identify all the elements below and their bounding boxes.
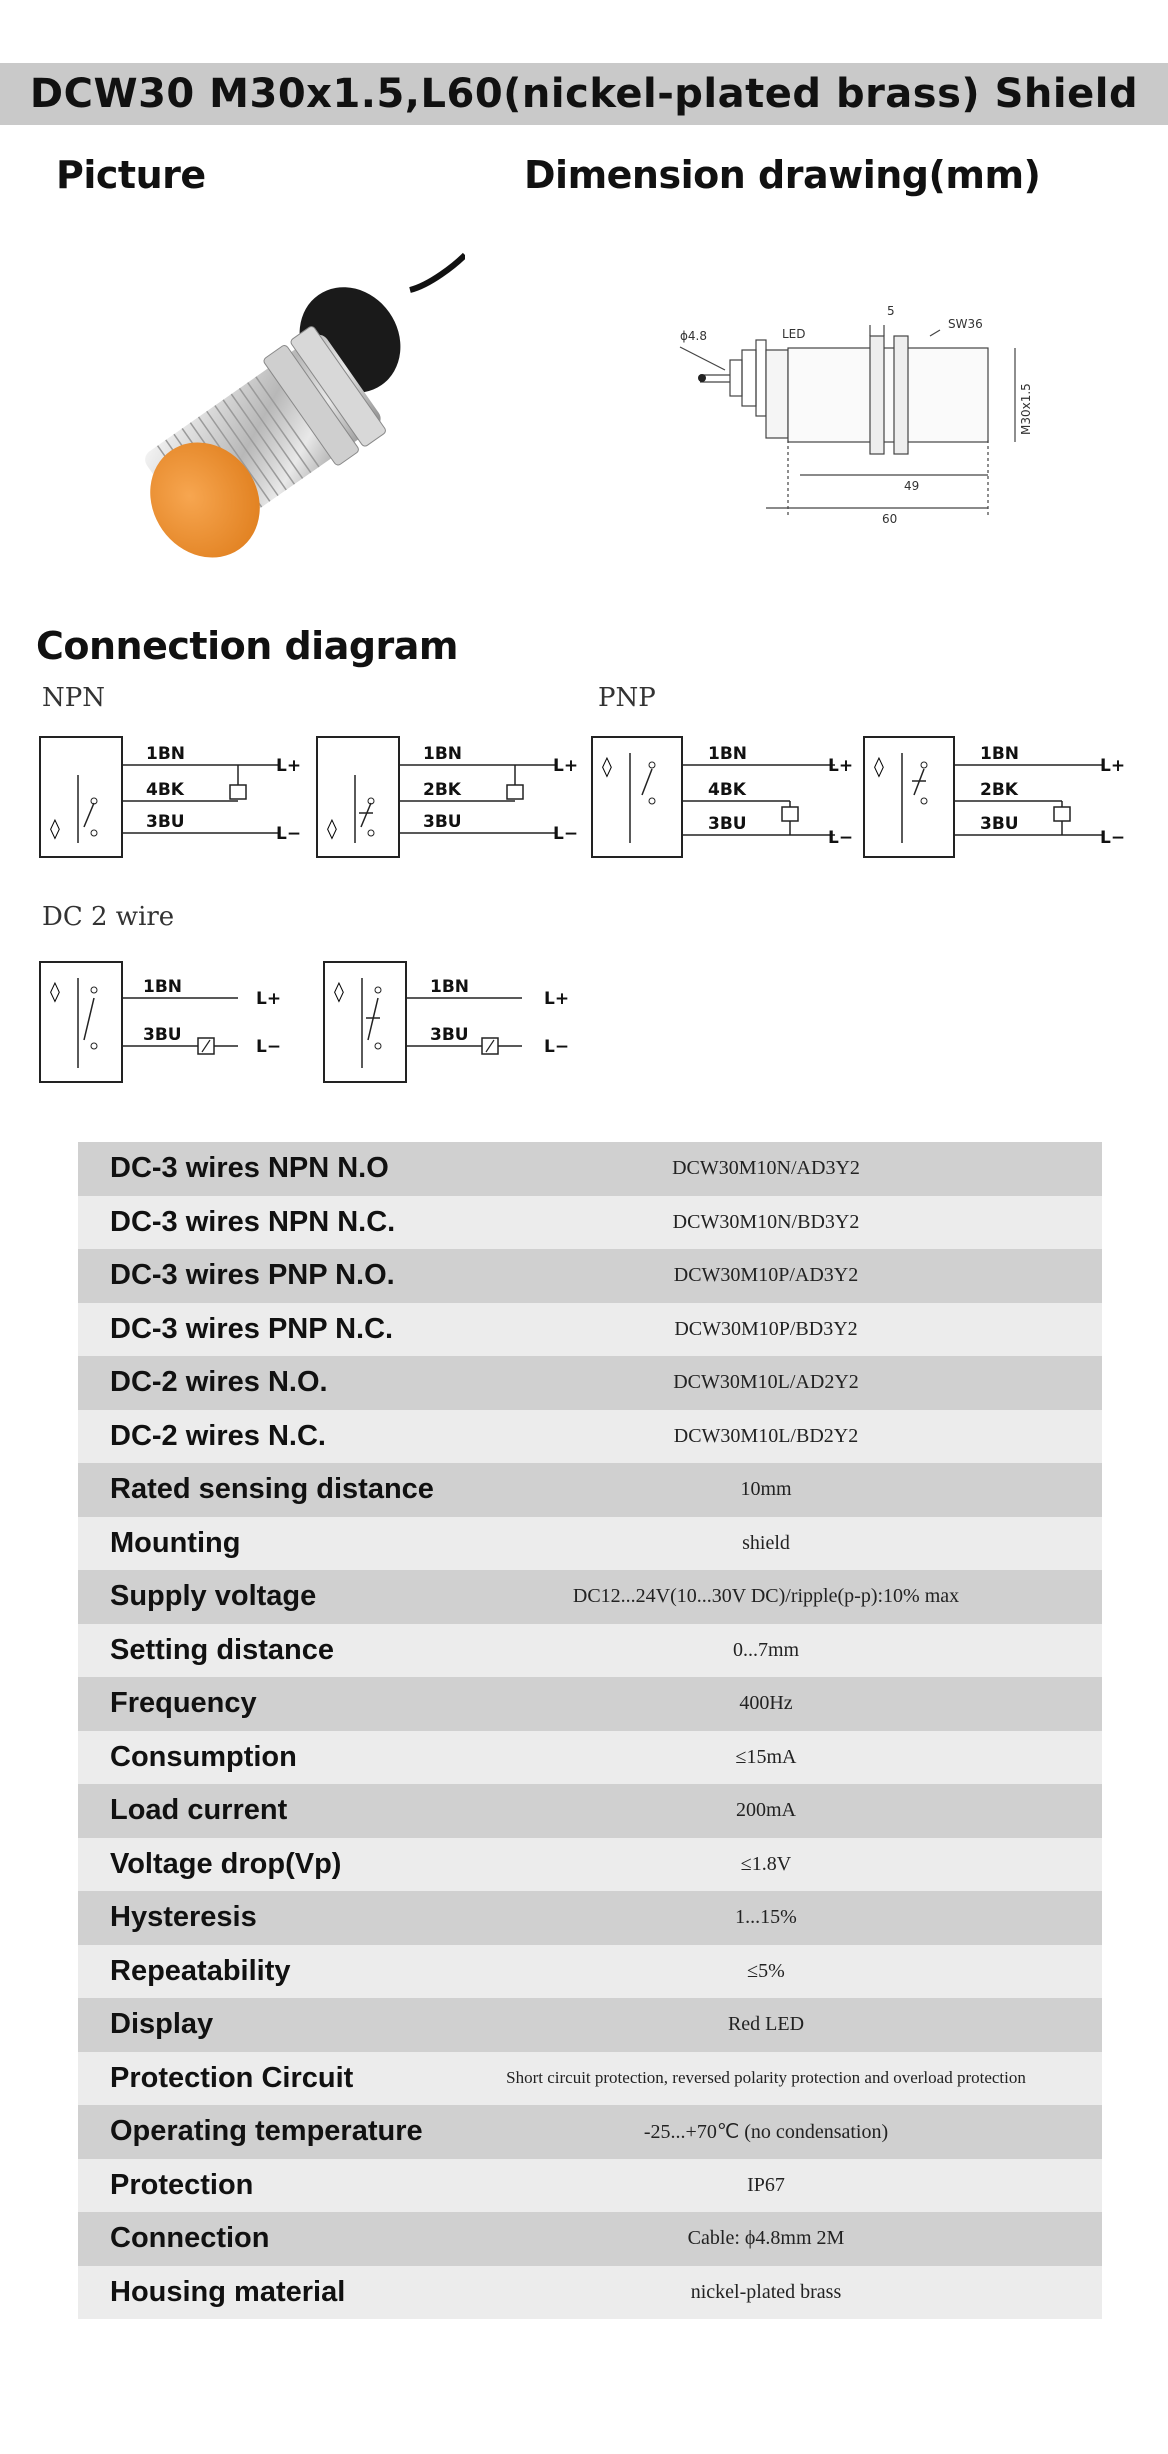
wiring-diagram-dc2-nc (322, 960, 582, 1085)
diagram-label-npn: NPN (42, 683, 105, 713)
dimension-drawing (670, 290, 1070, 530)
section-heading-connection: Connection diagram (36, 624, 459, 668)
svg-text:◊: ◊ (874, 754, 884, 778)
spec-label: Protection (110, 2168, 254, 2201)
wire-label-bu: 3BU (146, 812, 185, 832)
spec-label: Frequency (110, 1687, 257, 1720)
table-row (78, 1998, 1102, 2052)
table-row (78, 1463, 1102, 1517)
page-title: DCW30 M30x1.5,L60(nickel-plated brass) Shield (0, 63, 1168, 125)
spec-value: Short circuit protection, reversed polarity protection and overload protection (506, 2068, 1026, 2088)
table-row (78, 1945, 1102, 1999)
spec-table (78, 1142, 1102, 2319)
wiring-diagram-npn-nc (315, 735, 590, 860)
spec-label: Operating temperature (110, 2115, 423, 2148)
dim-49-label: 49 (904, 479, 920, 493)
wire-label-bk: 4BK (146, 780, 184, 800)
spec-label: Rated sensing distance (110, 1473, 434, 1506)
spec-label: DC-3 wires NPN N.C. (110, 1205, 396, 1238)
spec-value: DCW30M10L/BD2Y2 (673, 1424, 859, 1447)
table-row (78, 1196, 1102, 1250)
spec-value: nickel-plated brass (690, 2280, 842, 2303)
wire-label-lplus: L+ (828, 756, 854, 776)
spec-value: 400Hz (739, 1692, 793, 1715)
table-row (78, 2105, 1102, 2159)
wire-label-lminus: L− (256, 1037, 282, 1057)
table-row (78, 2052, 1102, 2106)
dim-thread-label: M30x1.5 (1019, 383, 1033, 435)
spec-value: -25...+70℃ (no condensation) (643, 2121, 889, 2144)
spec-value: DCW30M10N/BD3Y2 (672, 1210, 860, 1233)
spec-value: 0...7mm (732, 1638, 800, 1661)
spec-label: Hysteresis (110, 1901, 257, 1934)
svg-text:◊: ◊ (50, 816, 60, 840)
wire-label-bn: 1BN (430, 977, 470, 997)
spec-label: Display (110, 2008, 214, 2041)
spec-value: IP67 (747, 2173, 785, 2196)
table-row (78, 1784, 1102, 1838)
table-row (78, 2212, 1102, 2266)
spec-value: 10mm (740, 1478, 792, 1501)
spec-label: Setting distance (110, 1633, 334, 1666)
wire-label-bu: 3BU (980, 814, 1019, 834)
wire-label-lminus: L− (544, 1037, 570, 1057)
wire-label-lplus: L+ (256, 989, 282, 1009)
spec-label: DC-3 wires PNP N.O. (110, 1259, 395, 1292)
table-row (78, 1249, 1102, 1303)
wire-label-bk: 2BK (980, 780, 1018, 800)
section-heading-dimension: Dimension drawing(mm) (524, 153, 1041, 197)
wire-label-bk: 4BK (708, 780, 746, 800)
wire-label-bn: 1BN (143, 977, 183, 997)
spec-value: DCW30M10P/AD3Y2 (673, 1264, 859, 1287)
spec-label: Connection (110, 2222, 270, 2255)
table-row (78, 1677, 1102, 1731)
spec-value: ≤5% (747, 1959, 785, 1982)
wire-label-bn: 1BN (980, 744, 1020, 764)
table-row (78, 1731, 1102, 1785)
wire-label-lminus: L− (276, 824, 302, 844)
spec-value: ≤1.8V (740, 1852, 792, 1875)
wire-label-lplus: L+ (1100, 756, 1126, 776)
wire-label-lminus: L− (1100, 828, 1126, 848)
spec-value: Cable: ϕ4.8mm 2M (687, 2227, 845, 2250)
spec-label: DC-2 wires N.O. (110, 1366, 328, 1399)
svg-text:◊: ◊ (50, 979, 60, 1003)
spec-label: DC-3 wires PNP N.C. (110, 1312, 394, 1345)
spec-label: DC-3 wires NPN N.O (110, 1152, 389, 1185)
table-row (78, 1303, 1102, 1357)
diagram-label-pnp: PNP (598, 683, 656, 713)
wiring-diagram-npn-no (38, 735, 313, 860)
wiring-diagram-dc2-no (38, 960, 298, 1085)
spec-label: Consumption (110, 1740, 297, 1773)
table-row (78, 1838, 1102, 1892)
table-row (78, 1570, 1102, 1624)
wiring-diagram-pnp-no (590, 735, 862, 860)
dim-led-label: LED (782, 327, 806, 341)
diagram-label-dc2: DC 2 wire (42, 902, 175, 932)
table-row (78, 1517, 1102, 1571)
wire-label-bu: 3BU (708, 814, 747, 834)
wire-label-bu: 3BU (430, 1025, 469, 1045)
wire-label-lplus: L+ (544, 989, 570, 1009)
dim-sw-label: SW36 (948, 317, 983, 331)
spec-label: Housing material (110, 2275, 346, 2308)
spec-value: Red LED (727, 2013, 805, 2036)
spec-label: Repeatability (110, 1954, 291, 1987)
wire-label-bn: 1BN (146, 744, 186, 764)
wire-label-bn: 1BN (708, 744, 748, 764)
wire-label-bu: 3BU (143, 1025, 182, 1045)
table-row (78, 1410, 1102, 1464)
dim-phi-label: ϕ4.8 (680, 329, 707, 343)
spec-value: shield (742, 1531, 790, 1554)
svg-text:◊: ◊ (602, 754, 612, 778)
table-row (78, 1624, 1102, 1678)
spec-label: Supply voltage (110, 1580, 317, 1613)
dim-five-label: 5 (887, 304, 895, 318)
section-heading-picture: Picture (56, 153, 206, 197)
table-row (78, 1356, 1102, 1410)
table-row (78, 1891, 1102, 1945)
spec-value: 1...15% (735, 1906, 797, 1929)
spec-value: 200mA (736, 1799, 796, 1822)
wiring-diagram-pnp-nc (862, 735, 1134, 860)
table-row (78, 2266, 1102, 2320)
product-photo (110, 245, 465, 590)
wire-label-bu: 3BU (423, 812, 462, 832)
spec-value: DCW30M10P/BD3Y2 (674, 1317, 858, 1340)
svg-text:◊: ◊ (334, 979, 344, 1003)
spec-label: Voltage drop(Vp) (110, 1847, 342, 1880)
svg-text:◊: ◊ (327, 816, 337, 840)
table-row (78, 1142, 1102, 1196)
table-row (78, 2159, 1102, 2213)
spec-label: DC-2 wires N.C. (110, 1419, 326, 1452)
spec-value: DCW30M10N/AD3Y2 (672, 1157, 860, 1180)
wire-label-bk: 2BK (423, 780, 461, 800)
wire-label-lplus: L+ (276, 756, 302, 776)
wire-label-lminus: L− (553, 824, 579, 844)
wire-label-lminus: L− (828, 828, 854, 848)
spec-label: Load current (110, 1794, 288, 1827)
spec-value: ≤15mA (735, 1745, 797, 1768)
spec-label: Protection Circuit (110, 2061, 354, 2094)
wire-label-bn: 1BN (423, 744, 463, 764)
wire-label-lplus: L+ (553, 756, 579, 776)
spec-label: Mounting (110, 1526, 241, 1559)
dim-60-label: 60 (882, 512, 898, 526)
spec-value: DC12...24V(10...30V DC)/ripple(p-p):10% max (572, 1585, 960, 1608)
spec-value: DCW30M10L/AD2Y2 (673, 1371, 859, 1394)
